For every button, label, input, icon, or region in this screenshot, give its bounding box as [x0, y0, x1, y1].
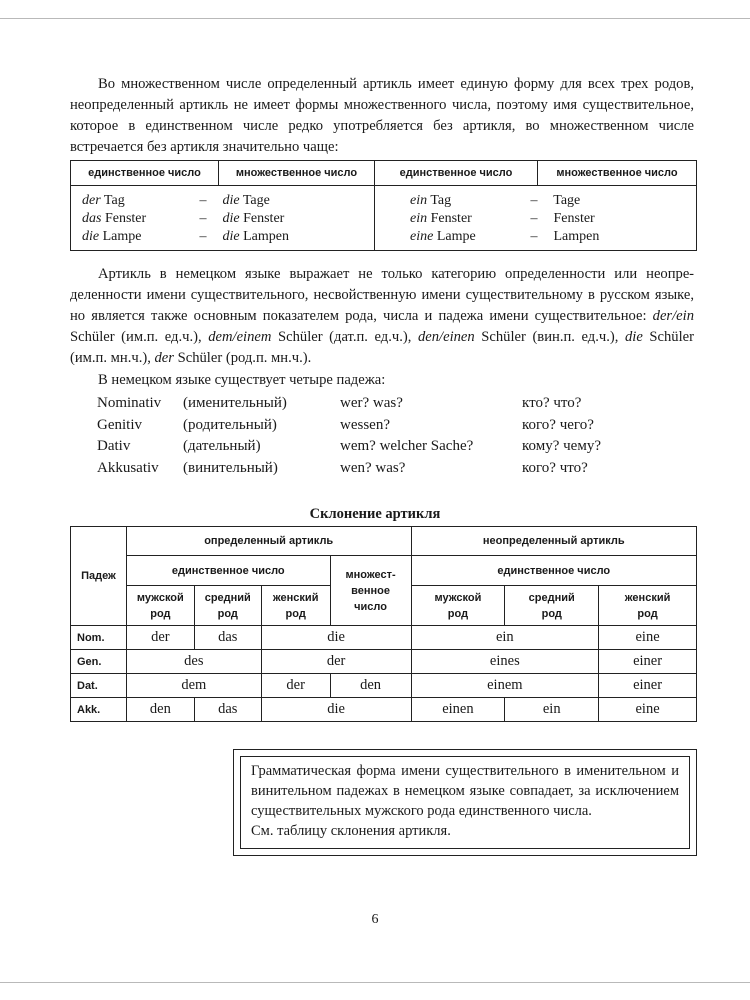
page-bottom-edge — [0, 982, 750, 983]
header-case: Падеж — [71, 527, 127, 626]
row-genitive: Gen. des der eines einer — [71, 650, 697, 674]
header-indef-masculine: мужской род — [411, 586, 505, 626]
header-def-neuter: средний род — [194, 586, 261, 626]
indef-example-row: ein Tag – Tage — [410, 193, 581, 208]
page-top-edge — [0, 18, 750, 19]
row-accusative: Akk. den das die einen ein eine — [71, 698, 697, 722]
intro-paragraph: Во множественном числе определенный артикль имеет единую форму для всех трех родов, неопределенный артикль не имеет формы множественного числа, поэтому имя существительное, которое в единственном числе редко употребляется без артикля, во множественном числе встречается без артикля значительно чаще: — [70, 76, 695, 155]
def-example-row: der Tag – die Tage — [82, 193, 270, 208]
indef-example-row: ein Fenster – Fenster — [410, 211, 595, 226]
definite-examples — [71, 186, 375, 251]
header-def-feminine: женский род — [261, 586, 330, 626]
indef-example-row: eine Lampe – Lampen — [410, 229, 600, 244]
header-indefinite: неопределенный артикль — [411, 527, 696, 556]
def-example-row: die Lampe – die Lampen — [82, 229, 289, 244]
header-definite: определенный артикль — [126, 527, 411, 556]
case-row: Nominativ (именительный) wer? was? кто? что? — [97, 395, 582, 411]
indefinite-examples — [375, 186, 697, 251]
header-def-masculine: мужской род — [126, 586, 194, 626]
declension-title: Склонение артикля — [309, 506, 441, 522]
case-row: Akkusativ (винительный) wen? was? кого? что? — [97, 459, 588, 476]
page-number: 6 — [371, 912, 379, 927]
note-reference: См. таблицу склонения артикля. — [251, 823, 451, 839]
header-def-singular: единственное число — [126, 556, 330, 586]
note-box-inner — [240, 756, 690, 849]
row-nominative: Nom. der das die ein eine — [71, 626, 697, 650]
cases-intro: В немецком языке существует четыре падежа: — [98, 372, 386, 388]
header-plural: множест- венное число — [330, 556, 411, 626]
case-row: Genitiv (родительный) wessen? кого? чего? — [97, 416, 594, 433]
header-indef-singular: единственное число — [375, 161, 538, 186]
header-indef-singular: единственное число — [411, 556, 696, 586]
header-indef-plural: множественное число — [538, 161, 697, 186]
header-indef-neuter: средний род — [505, 586, 599, 626]
cases-list — [97, 393, 697, 479]
case-row: Dativ (дательный) wem? welcher Sache? кому? чему? — [97, 438, 601, 454]
header-def-singular: единственное число — [71, 161, 219, 186]
note-text: Грамматическая форма имени существительного в именительном и винительном падежах в немецком языке совпадает, за исключением существительных мужского рода единственного числа. — [251, 763, 680, 819]
declension-table — [70, 526, 697, 722]
header-indef-feminine: женский род — [599, 586, 697, 626]
article-paragraph: Артикль в немецком языке выражает не только категорию определенности или неопределенности имени существительного, несвойственную имени существительному в русском языке, но является также основным показателем рода, числа и падежа имени существительное: der/ein Schüler (им.п. ед.ч.), dem/einem Schüler (дат.п. ед.ч.), den/einen Schüler (вин.п. ед.ч.), die Schüler (им.п. мн.ч.), der Schüler (род.п. мн.ч.). — [70, 266, 694, 366]
header-def-plural: множественное число — [219, 161, 375, 186]
plural-articles-table — [70, 160, 697, 251]
def-example-row: das Fenster – die Fenster — [82, 211, 285, 226]
note-box — [233, 749, 697, 856]
row-dative: Dat. dem der den einem einer — [71, 674, 697, 698]
